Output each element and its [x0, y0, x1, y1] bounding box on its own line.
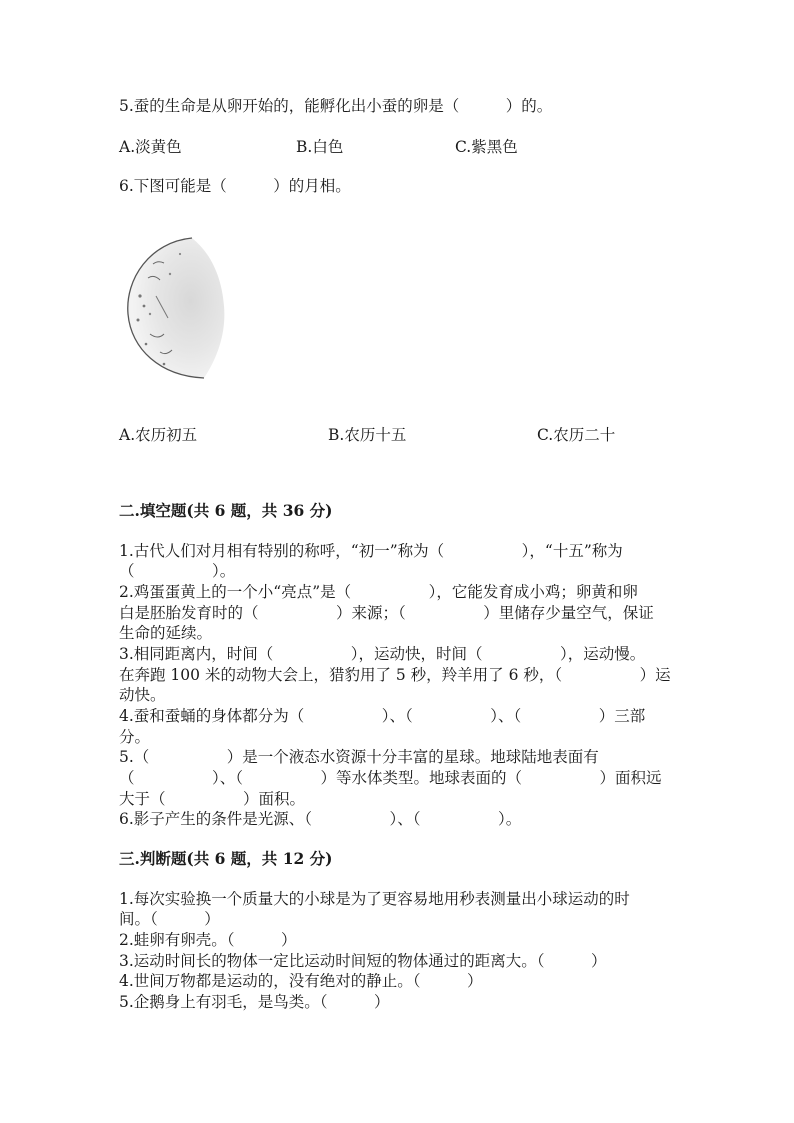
question-6-option-c: C.农历二十 [537, 426, 616, 444]
section-2-line: 4.蚕和蚕蛹的身体都分为（ ）、（ ）、（ ）三部 [119, 707, 646, 725]
question-6-option-a: A.农历初五 [119, 426, 198, 444]
section-2-line: 动快。 [119, 686, 166, 704]
section-3-title: 三.判断题(共 6 题，共 12 分) [119, 849, 333, 868]
question-5-option-a: A.淡黄色 [119, 138, 182, 156]
section-3-line: 5.企鹅身上有羽毛，是鸟类。（ ） [119, 993, 390, 1011]
question-5-option-c: C.紫黑色 [455, 138, 518, 156]
section-2-line: 6.影子产生的条件是光源、（ ）、（ ）。 [119, 810, 522, 828]
section-2-line: （ ）。 [119, 562, 236, 580]
section-2-title: 二.填空题(共 6 题，共 36 分) [119, 501, 333, 520]
question-5-stem: 5.蚕的生命是从卵开始的，能孵化出小蚕的卵是（ ）的。 [119, 97, 553, 115]
crescent-moon-icon [120, 234, 235, 384]
section-2-line: 大于（ ）面积。 [119, 790, 306, 808]
section-2-line: （ ）、（ ）等水体类型。地球表面的（ ）面积远 [119, 769, 662, 787]
section-2-line: 生命的延续。 [119, 624, 213, 642]
section-3-line: 1.每次实验换一个质量大的小球是为了更容易地用秒表测量出小球运动的时 [119, 890, 630, 908]
question-5-option-b: B.白色 [296, 138, 344, 156]
section-3-line: 4.世间万物都是运动的，没有绝对的静止。（ ） [119, 972, 483, 990]
section-2-line: 白是胚胎发育时的（ ）来源；（ ）里储存少量空气，保证 [119, 604, 654, 622]
section-3-line: 2.蛙卵有卵壳。（ ） [119, 931, 297, 949]
section-3-line: 间。（ ） [119, 910, 220, 928]
question-6-option-b: B.农历十五 [328, 426, 407, 444]
section-2-line: 5.（ ）是一个液态水资源十分丰富的星球。地球陆地表面有 [119, 748, 599, 766]
question-6-stem: 6.下图可能是（ ）的月相。 [119, 177, 351, 195]
section-2-line: 分。 [119, 728, 151, 746]
section-3-line: 3.运动时间长的物体一定比运动时间短的物体通过的距离大。（ ） [119, 952, 607, 970]
section-2-line: 2.鸡蛋蛋黄上的一个小“亮点”是（ ），它能发育成小鸡；卵黄和卵 [119, 583, 638, 601]
section-2-line: 在奔跑 100 米的动物大会上，猎豹用了 5 秒，羚羊用了 6 秒，（ ）运 [119, 666, 671, 684]
section-2-line: 1.古代人们对月相有特别的称呼，“初一”称为（ ），“十五”称为 [119, 542, 623, 560]
section-2-line: 3.相同距离内，时间（ ），运动快，时间（ ），运动慢。 [119, 645, 646, 663]
